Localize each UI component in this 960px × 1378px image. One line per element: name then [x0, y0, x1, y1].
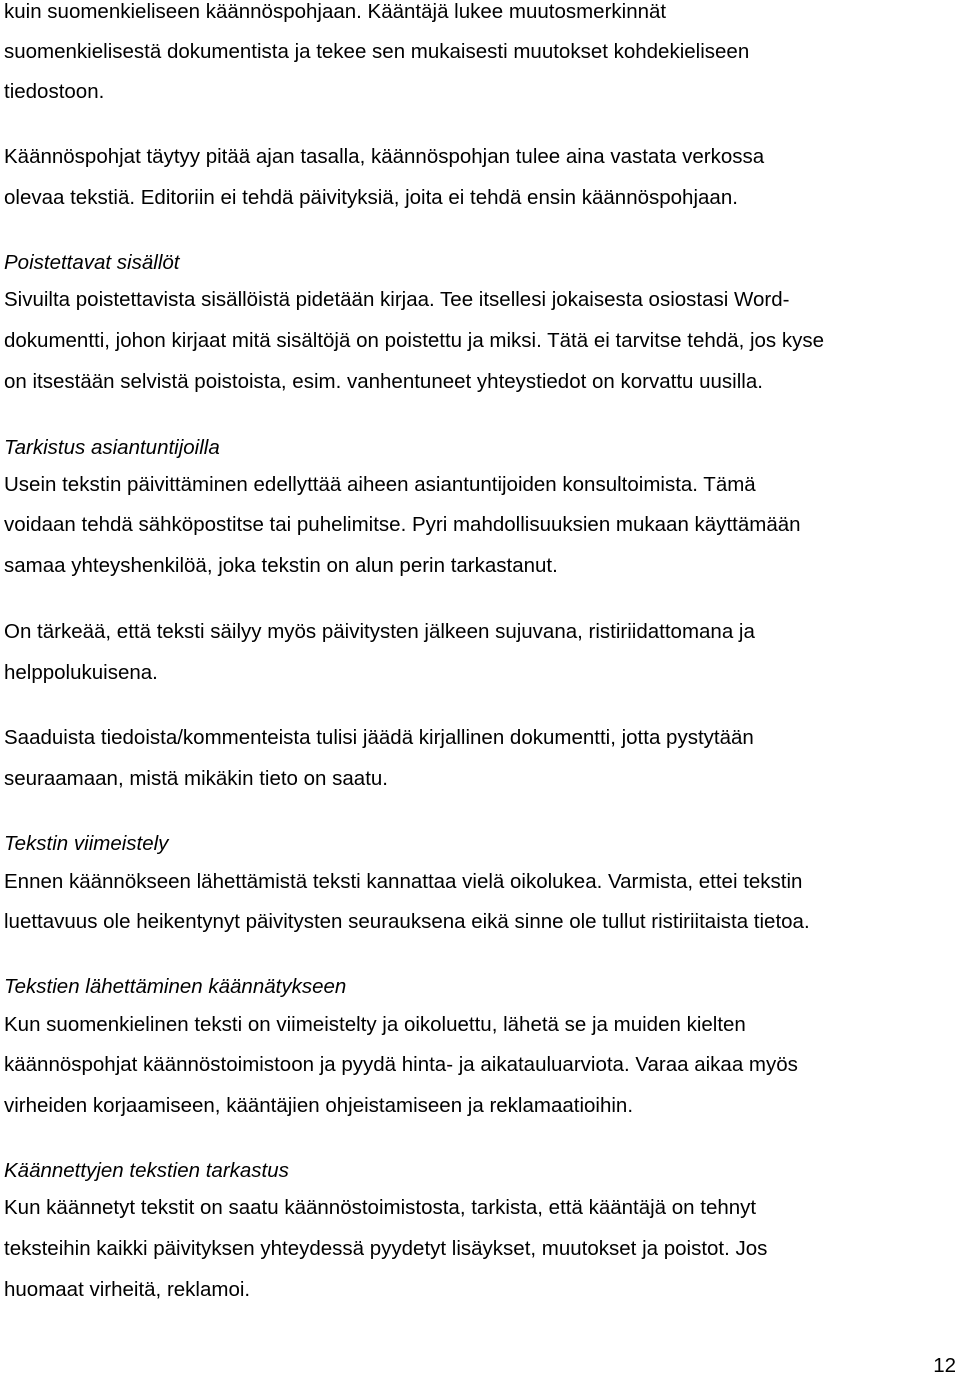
text-line: Ennen käännökseen lähettämistä teksti kannattaa vielä oikolukea. Varmista, ettei tekstin [4, 870, 803, 893]
text-line: Usein tekstin päivittäminen edellyttää aiheen asiantuntijoiden konsultoimista. Tämä [4, 473, 756, 496]
text-line: Saaduista tiedoista/kommenteista tulisi jäädä kirjallinen dokumentti, jotta pystytään [4, 726, 754, 749]
text-line: olevaa tekstiä. Editoriin ei tehdä päivityksiä, joita ei tehdä ensin käännöspohjaan. [4, 186, 738, 209]
text-line: seuraamaan, mistä mikäkin tieto on saatu. [4, 767, 388, 790]
section-heading: Poistettavat sisällöt [4, 251, 180, 274]
text-line: Kun suomenkielinen teksti on viimeistelty ja oikoluettu, lähetä se ja muiden kielten [4, 1013, 746, 1036]
text-line: käännöspohjat käännöstoimistoon ja pyydä hinta- ja aikatauluarviota. Varaa aikaa myös [4, 1053, 798, 1076]
text-line: tiedostoon. [4, 80, 105, 103]
text-line: on itsestään selvistä poistoista, esim. vanhentuneet yhteystiedot on korvattu uusilla. [4, 370, 763, 393]
text-line: huomaat virheitä, reklamoi. [4, 1278, 251, 1301]
text-line: voidaan tehdä sähköpostitse tai puhelimitse. Pyri mahdollisuuksien mukaan käyttämään [4, 513, 801, 536]
text-line: On tärkeää, että teksti säilyy myös päivitysten jälkeen sujuvana, ristiriidattomana ja [4, 620, 755, 643]
text-line: suomenkielisestä dokumentista ja tekee sen mukaisesti muutokset kohdekieliseen [4, 40, 750, 63]
text-line: teksteihin kaikki päivityksen yhteydessä pyydetyt lisäykset, muutokset ja poistot. Jos [4, 1237, 768, 1260]
text-line: Sivuilta poistettavista sisällöistä pidetään kirjaa. Tee itsellesi jokaisesta osiostasi Word- [4, 288, 790, 311]
text-line: helppolukuisena. [4, 661, 158, 684]
text-line: virheiden korjaamiseen, kääntäjien ohjeistamiseen ja reklamaatioihin. [4, 1094, 634, 1117]
section-heading: Tekstin viimeistely [4, 832, 169, 855]
text-line: Käännöspohjat täytyy pitää ajan tasalla, käännöspohjan tulee aina vastata verkossa [4, 145, 765, 168]
text-line: dokumentti, johon kirjaat mitä sisältöjä on poistettu ja miksi. Tätä ei tarvitse tehdä, jos kyse [4, 329, 825, 352]
text-line: luettavuus ole heikentynyt päivitysten seurauksena eikä sinne ole tullut ristiriitaista tietoa. [4, 910, 810, 933]
section-heading: Käännettyjen tekstien tarkastus [4, 1159, 289, 1182]
text-line: samaa yhteyshenkilöä, joka tekstin on alun perin tarkastanut. [4, 554, 558, 577]
text-line: kuin suomenkieliseen käännöspohjaan. Kääntäjä lukee muutosmerkinnät [4, 0, 667, 23]
section-heading: Tarkistus asiantuntijoilla [4, 436, 220, 459]
text-line: Kun käännetyt tekstit on saatu käännöstoimistosta, tarkista, että kääntäjä on tehnyt [4, 1196, 757, 1219]
page-number: 12 [933, 1354, 956, 1377]
section-heading: Tekstien lähettäminen käännätykseen [4, 975, 347, 998]
